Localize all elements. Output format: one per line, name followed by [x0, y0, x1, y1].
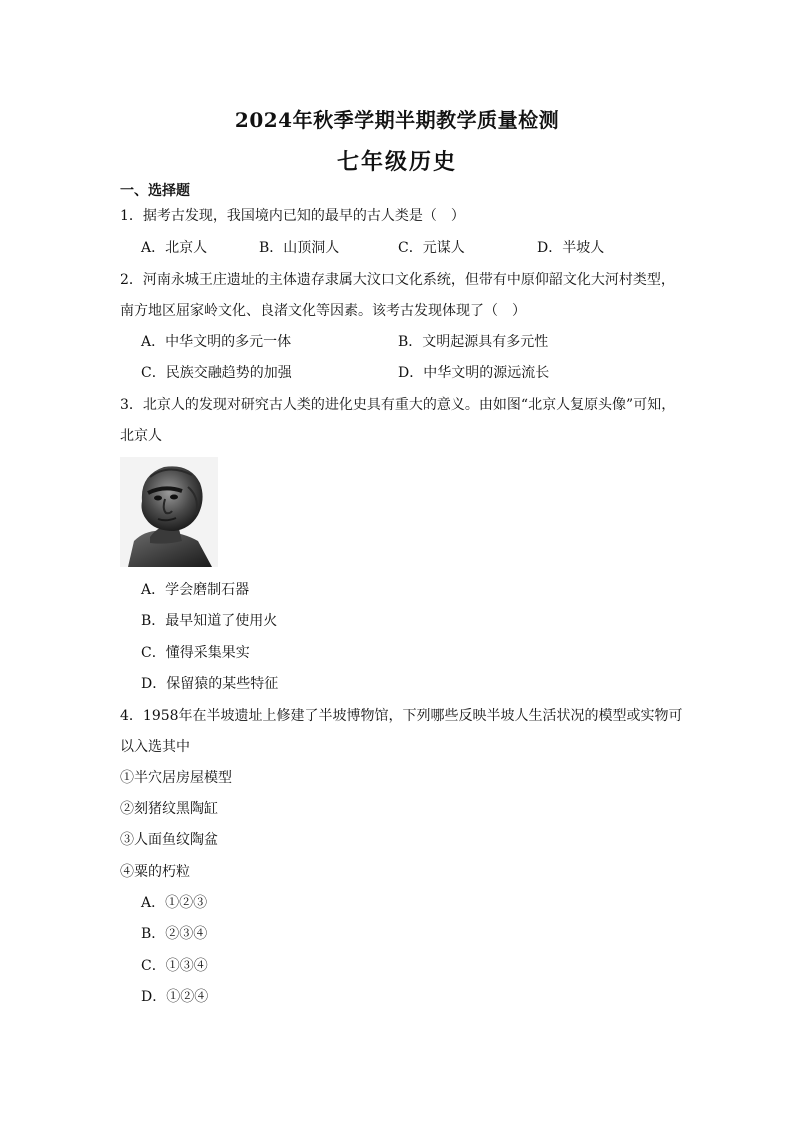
question-2-stem-line-1: 2．河南永城王庄遗址的主体遗存隶属大汶口文化系统，但带有中原仰韶文化大河村类型， — [120, 272, 675, 288]
question-4-item-2: ②刻猪纹黑陶缸 — [120, 801, 218, 817]
question-4-stem-line-2: 以入选其中 — [120, 739, 190, 755]
peking-man-bust-image — [120, 457, 218, 567]
section-heading: 一、选择题 — [120, 183, 190, 199]
question-3-stem-line-2: 北京人 — [120, 428, 162, 444]
question-4-item-1: ①半穴居房屋模型 — [120, 770, 232, 786]
question-2-option-b: B．文明起源具有多元性 — [398, 334, 549, 350]
question-2-option-d: D．中华文明的源远流长 — [398, 365, 550, 381]
question-4-option-c: C．①③④ — [141, 958, 208, 974]
question-2-option-c: C．民族交融趋势的加强 — [141, 365, 292, 381]
question-4-option-d: D．①②④ — [141, 989, 209, 1005]
question-1-stem: 1．据考古发现，我国境内已知的最早的古人类是（ ） — [120, 208, 465, 224]
question-3-option-a: A．学会磨制石器 — [141, 582, 250, 598]
question-4-item-4: ④粟的朽粒 — [120, 864, 190, 880]
exam-title: 2024年秋季学期半期教学质量检测 — [234, 108, 560, 132]
question-1-option-c: C．元谋人 — [398, 240, 465, 256]
question-2-option-a: A．中华文明的多元一体 — [141, 334, 292, 350]
question-4-option-b: B．②③④ — [141, 926, 208, 942]
exam-subtitle: 七年级历史 — [336, 149, 457, 175]
question-2-stem-line-2: 南方地区屈家岭文化、良渚文化等因素。该考古发现体现了（ ） — [120, 303, 526, 319]
question-3-option-b: B．最早知道了使用火 — [141, 613, 278, 629]
question-1-option-d: D．半坡人 — [537, 240, 605, 256]
question-3-option-d: D．保留猿的某些特征 — [141, 676, 279, 692]
question-3-stem-line-1: 3．北京人的发现对研究古人类的进化史具有重大的意义。由如图“北京人复原头像”可知， — [120, 397, 676, 413]
question-3-option-c: C．懂得采集果实 — [141, 645, 250, 661]
question-4-item-3: ③人面鱼纹陶盆 — [120, 832, 218, 848]
question-1-option-b: B．山顶洞人 — [259, 240, 340, 256]
question-4-option-a: A．①②③ — [141, 895, 208, 911]
question-4-stem-line-1: 4．1958年在半坡遗址上修建了半坡博物馆，下列哪些反映半坡人生活状况的模型或实物可 — [120, 708, 683, 724]
question-1-option-a: A．北京人 — [141, 240, 208, 256]
